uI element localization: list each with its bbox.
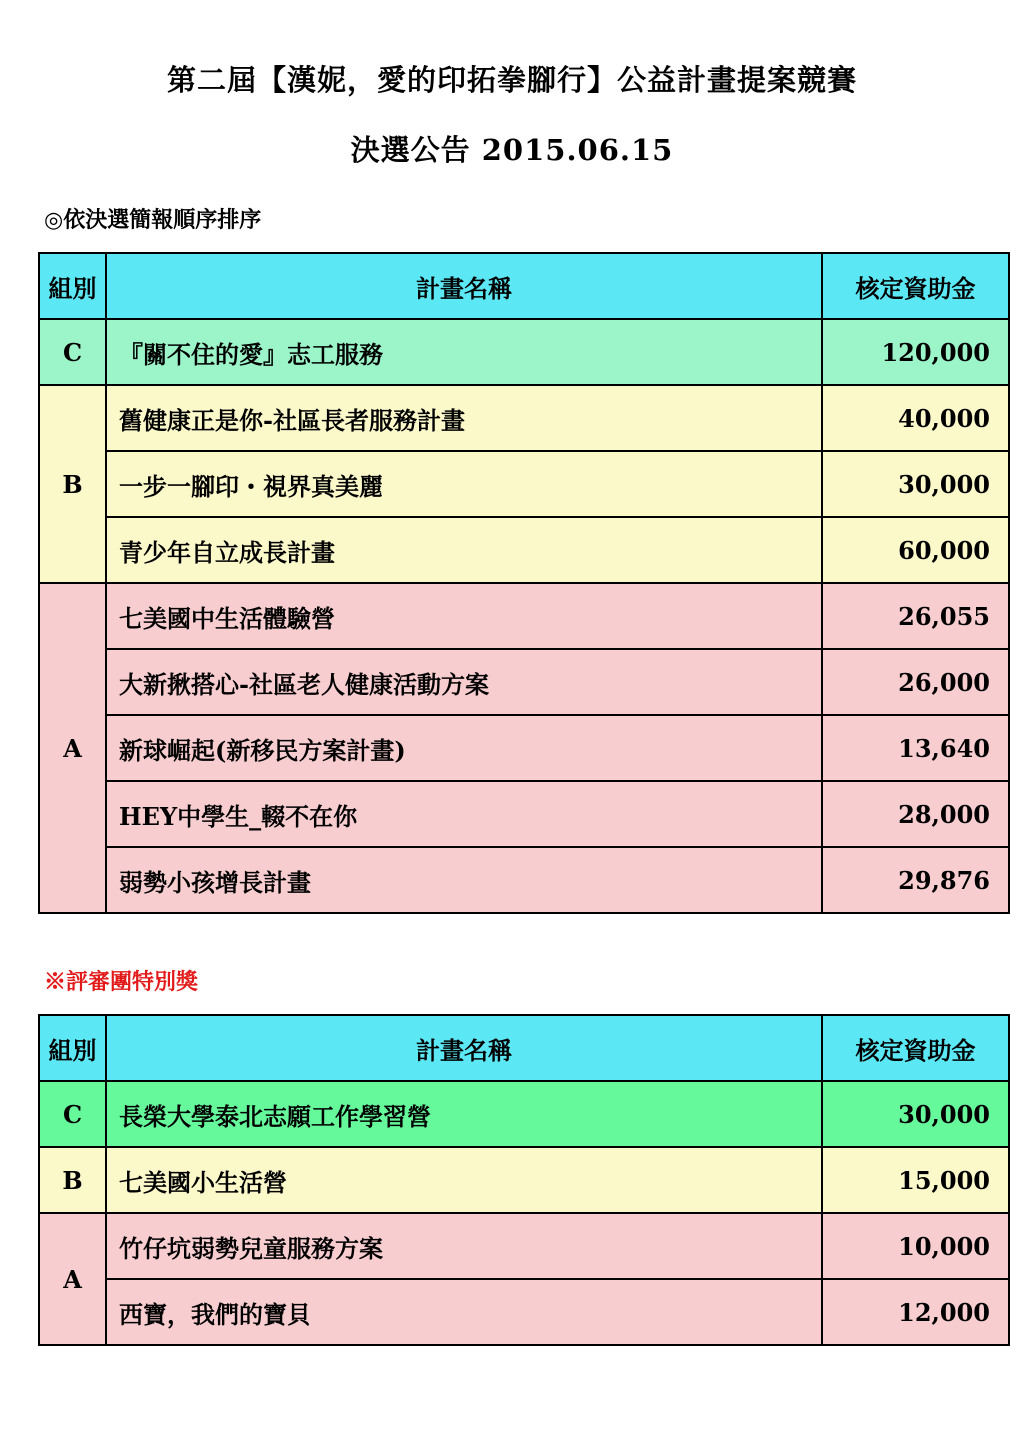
group-cell-b: B	[39, 385, 106, 583]
project-amount: 28,000	[822, 781, 1009, 847]
project-amount: 30,000	[822, 451, 1009, 517]
project-name: 七美國中生活體驗營	[106, 583, 822, 649]
table-row	[39, 451, 1009, 517]
project-name: 青少年自立成長計畫	[106, 517, 822, 583]
project-amount: 12,000	[822, 1279, 1009, 1345]
header-group: 組別	[39, 1015, 106, 1081]
project-name: 竹仔坑弱勢兒童服務方案	[106, 1213, 822, 1279]
project-name: 一步一腳印・視界真美麗	[106, 451, 822, 517]
table-row	[39, 319, 1009, 385]
project-name: 弱勢小孩增長計畫	[106, 847, 822, 913]
table-row	[39, 385, 1009, 451]
table-row	[39, 1081, 1009, 1147]
group-cell-b: B	[39, 1147, 106, 1213]
table-row	[39, 1213, 1009, 1279]
table-row	[39, 781, 1009, 847]
header-group: 組別	[39, 253, 106, 319]
table-row	[39, 583, 1009, 649]
table-row	[39, 715, 1009, 781]
project-name: HEY中學生_輟不在你	[106, 781, 822, 847]
group-cell-a: A	[39, 583, 106, 913]
special-award-heading: ※評審團特別獎	[44, 969, 199, 995]
table-header-row	[39, 1015, 1009, 1081]
group-cell-a: A	[39, 1213, 106, 1345]
project-amount: 26,055	[822, 583, 1009, 649]
header-project-name: 計畫名稱	[106, 253, 822, 319]
table-header-row	[39, 253, 1009, 319]
project-name: 七美國小生活營	[106, 1147, 822, 1213]
special-award-table	[38, 1014, 1010, 1346]
group-cell-c: C	[39, 1081, 106, 1147]
project-name: 『關不住的愛』志工服務	[106, 319, 822, 385]
table-row	[39, 517, 1009, 583]
finalist-table	[38, 252, 1010, 914]
header-project-name: 計畫名稱	[106, 1015, 822, 1081]
group-cell-c: C	[39, 319, 106, 385]
table-row	[39, 847, 1009, 913]
table-row	[39, 649, 1009, 715]
project-amount: 15,000	[822, 1147, 1009, 1213]
header-amount: 核定資助金	[822, 1015, 1009, 1081]
page-title: 第二屆【漢妮，愛的印拓拳腳行】公益計畫提案競賽	[166, 63, 857, 97]
project-amount: 60,000	[822, 517, 1009, 583]
table-row	[39, 1147, 1009, 1213]
project-amount: 120,000	[822, 319, 1009, 385]
project-name: 大新揪搭心-社區老人健康活動方案	[106, 649, 822, 715]
header-amount: 核定資助金	[822, 253, 1009, 319]
project-amount: 30,000	[822, 1081, 1009, 1147]
project-name: 舊健康正是你-社區長者服務計畫	[106, 385, 822, 451]
project-amount: 40,000	[822, 385, 1009, 451]
project-amount: 10,000	[822, 1213, 1009, 1279]
table-row	[39, 1279, 1009, 1345]
project-name: 新球崛起(新移民方案計畫)	[106, 715, 822, 781]
announcement-subtitle: 決選公告 2015.06.15	[350, 133, 674, 167]
project-amount: 13,640	[822, 715, 1009, 781]
project-name: 長榮大學泰北志願工作學習營	[106, 1081, 822, 1147]
project-amount: 26,000	[822, 649, 1009, 715]
ordering-note: ◎依決選簡報順序排序	[44, 207, 262, 233]
project-amount: 29,876	[822, 847, 1009, 913]
project-name: 西寶，我們的寶貝	[106, 1279, 822, 1345]
